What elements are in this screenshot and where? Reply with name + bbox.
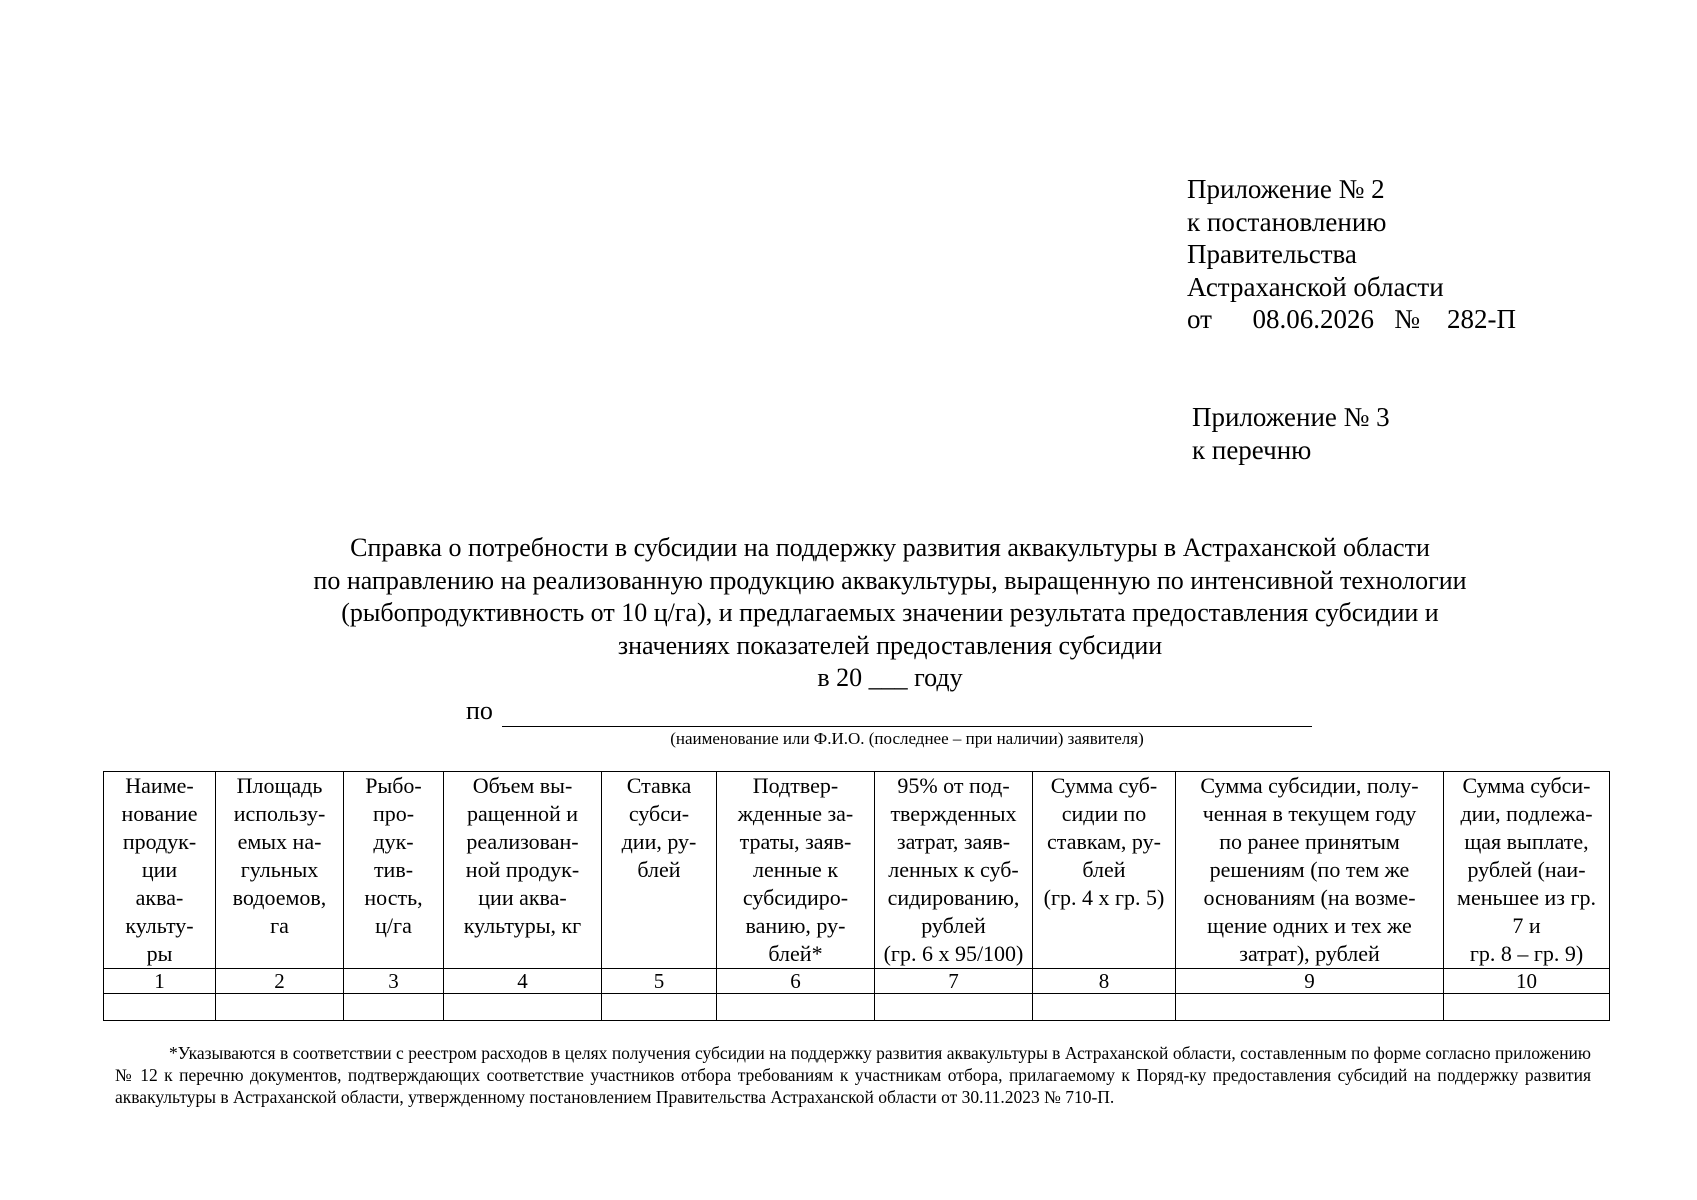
title-year-line: в 20 ___ году [817,663,963,692]
title-line-3: (рыбопродуктивность от 10 ц/га), и предлагаемых значении результата предоставления субсидии и [341,598,1439,627]
column-number-cell: 6 [717,969,875,994]
appendix-3-title: Приложение № 3 [1192,402,1390,432]
column-number-cell: 9 [1176,969,1444,994]
empty-cell [602,994,717,1021]
title-line-1: Справка о потребности в субсидии на поддержку развития аквакультуры в Астраханской области [350,533,1430,562]
column-number-cell: 4 [444,969,602,994]
applicant-caption: (наименование или Ф.И.О. (последнее – при наличии) заявителя) [670,729,1144,748]
empty-cell [216,994,344,1021]
header-cell: Площадь использу- емых на- гульных водоемов, га [216,772,344,969]
appendix-2-ref: к постановлению [1187,206,1387,237]
footnote: *Указываются в соответствии с реестром расходов в целях получения субсидии на поддержку развития аквакультуры в Астраханской области, составленным по форме согласно приложению № 12 к перечню документов, подтверждающих соответствие участников отбора требованиям к участникам отбора, прилагаемому к Поряд-ку предоставления субсидий на поддержку развития аквакультуры в Астраханской области, утвержденному постановлением Правительства Астраханской области от 30.11.2023 № 710-П. [115,1043,1591,1107]
column-number-cell: 2 [216,969,344,994]
empty-cell [717,994,875,1021]
column-number-cell: 1 [104,969,216,994]
header-cell: Подтвер- жденные за- траты, заяв- ленные к субсидиро- ванию, ру- блей* [717,772,875,969]
subsidy-table-container [103,771,1609,1021]
empty-cell [444,994,602,1021]
header-cell: 95% от под- твержденных затрат, заяв- ленных к суб- сидированию, рублей (гр. 6 х 95/100) [875,772,1033,969]
document-title [120,532,1660,695]
empty-cell [104,994,216,1021]
column-number-cell: 7 [875,969,1033,994]
column-number-cell: 10 [1444,969,1610,994]
empty-cell [344,994,444,1021]
appendix-2-region: Астраханской области [1187,271,1444,302]
column-number-row [104,969,1610,994]
appendix-2-date-number: от 08.06.2026 № 282-П [1187,304,1516,334]
header-cell: Объем вы- ращенной и реализован- ной продук- ции аква- культуры, кг [444,772,602,969]
title-line-2: по направлению на реализованную продукцию аквакультуры, выращенную по интенсивной технологии [313,565,1467,595]
empty-cell [1176,994,1444,1021]
header-cell: Сумма субсидии, полу- ченная в текущем году по ранее принятым решениям (по тем же основаниям (на возме- щение одних и тех же затрат), рублей [1176,772,1444,969]
table-row [104,994,1610,1021]
po-label: по [466,696,493,725]
appendix-2-header [1187,173,1516,336]
column-number-cell: 5 [602,969,717,994]
appendix-3-ref: к перечню [1192,434,1312,465]
column-number-cell: 8 [1033,969,1176,994]
appendix-2-authority: Правительства [1187,239,1357,269]
header-cell: Наиме- нование продук- ции аква- культу- ры [104,772,216,969]
header-cell: Ставка субси- дии, ру- блей [602,772,717,969]
subsidy-table [103,771,1610,1021]
header-cell: Рыбо- про- дук- тив- ность, ц/га [344,772,444,969]
header-cell: Сумма суб- сидии по ставкам, ру- блей (гр. 4 х гр. 5) [1033,772,1176,969]
header-cell: Сумма субси- дии, подлежа- щая выплате, рублей (наи- меньшее из гр. 7 и гр. 8 – гр. 9) [1444,772,1610,969]
title-line-4: значениях показателей предоставления субсидии [617,630,1163,660]
appendix-3-header [1192,401,1390,466]
table-header-row [104,772,1610,969]
applicant-name-blank-line [502,726,1312,727]
empty-cell [1033,994,1176,1021]
appendix-2-title: Приложение № 2 [1187,174,1385,204]
empty-cell [1444,994,1610,1021]
empty-cell [875,994,1033,1021]
column-number-cell: 3 [344,969,444,994]
